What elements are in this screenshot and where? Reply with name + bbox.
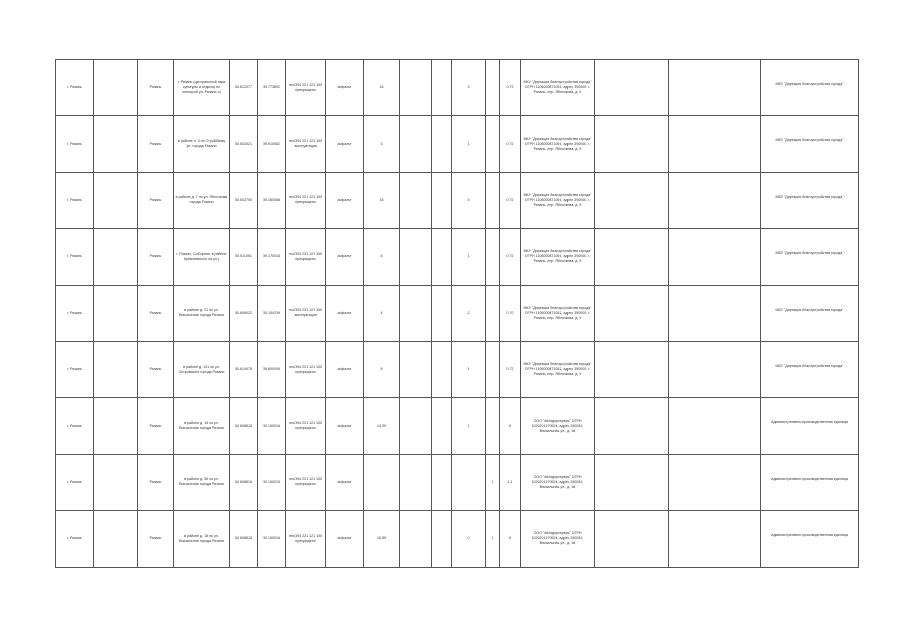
lon-cell: 39.150015	[258, 454, 286, 510]
operator-cell: ООО "Автодорсервис" ОГРН 1026201270624, адрес 390041, Вокзальная ул., д. 18	[521, 454, 595, 510]
count-cell	[432, 511, 452, 567]
owner-cell: Административно-производственная единица	[761, 398, 859, 454]
lon-cell: 39.150016	[258, 511, 286, 567]
cadastre-cell: гео/394 221 121 100 прекращено	[286, 172, 326, 228]
owner-cell: Административно-производственная единица	[761, 454, 859, 510]
cadastre-cell: гео/394 221 121 100 прекращено	[286, 511, 326, 567]
cadastre-cell: гео/394 221 121 100 прекращено	[286, 398, 326, 454]
lat-cell: 50.602700	[230, 172, 258, 228]
address-cell: в районе д. 15 по ул. Вокзальная города Рязани	[174, 398, 230, 454]
area-cell: 4	[364, 285, 400, 341]
lon-cell: 39.180066	[258, 172, 286, 228]
volume-cell: 0.72	[500, 341, 521, 397]
count-cell	[432, 172, 452, 228]
blank-cell	[669, 341, 761, 397]
blank-cell	[94, 341, 138, 397]
blank-cell	[669, 511, 761, 567]
count-cell	[432, 454, 452, 510]
surface-cell: асфальт	[326, 60, 364, 116]
surface-cell: асфальт	[326, 172, 364, 228]
extra-cell	[595, 60, 669, 116]
operator-cell: МКУ "Дирекция благоустройства города" ОГРН 1106000871051, адрес 390000, г. Рязань, пер. Яблочкова, д. 5	[521, 116, 595, 172]
extra-cell	[595, 398, 669, 454]
region-cell: Рязань	[138, 172, 174, 228]
table-row	[56, 285, 859, 341]
table-row	[56, 398, 859, 454]
surface-cell: асфальт	[326, 229, 364, 285]
count-cell: 0	[452, 511, 486, 567]
lat-cell: 50.608816	[230, 454, 258, 510]
volume-cell: 0.72	[500, 229, 521, 285]
count-cell: 3	[452, 60, 486, 116]
cadastre-cell: гео/394 221 121 100 эксплуатация	[286, 285, 326, 341]
lon-cell: 39.800009	[258, 341, 286, 397]
blank-cell	[94, 511, 138, 567]
operator-cell: МКУ "Дирекция благоустройства города" ОГРН 1106000871051, адрес 390000, г. Рязань, пер. Яблочкова, д. 5	[521, 341, 595, 397]
lon-cell: 39.170016	[258, 229, 286, 285]
region-cell: Рязань	[138, 60, 174, 116]
blank-cell	[669, 60, 761, 116]
count-cell	[486, 116, 500, 172]
city-cell: г. Рязань	[56, 116, 94, 172]
count-cell	[486, 398, 500, 454]
volume-cell: 0.70	[500, 285, 521, 341]
area-cell: 8	[364, 341, 400, 397]
area-cell: 16	[364, 172, 400, 228]
count-cell	[400, 229, 432, 285]
extra-cell	[595, 172, 669, 228]
count-cell	[400, 341, 432, 397]
lat-cell: 50.612077	[230, 60, 258, 116]
table-row	[56, 116, 859, 172]
address-cell: г. Рязань, Соборная, в районе Кремлевского на ул.)	[174, 229, 230, 285]
register-body	[56, 60, 859, 568]
blank-cell	[94, 172, 138, 228]
count-cell	[432, 341, 452, 397]
extra-cell	[595, 454, 669, 510]
blank-cell	[669, 116, 761, 172]
area-cell: 8	[364, 229, 400, 285]
count-cell: 2	[452, 285, 486, 341]
blank-cell	[94, 116, 138, 172]
city-cell: г. Рязань	[56, 60, 94, 116]
cadastre-cell: гео/394 221 121 100 прекращено	[286, 341, 326, 397]
address-cell: в районе д. 101 по ул. Островского города Рязани	[174, 341, 230, 397]
count-cell	[432, 60, 452, 116]
count-cell: 1	[486, 454, 500, 510]
count-cell: 1	[486, 511, 500, 567]
count-cell	[400, 454, 432, 510]
count-cell	[486, 60, 500, 116]
owner-cell: МБУ "Дирекция благоустройства города"	[761, 172, 859, 228]
owner-cell: МБУ "Дирекция благоустройства города"	[761, 285, 859, 341]
surface-cell: асфальт	[326, 511, 364, 567]
area-cell: 16.85	[364, 511, 400, 567]
count-cell	[400, 172, 432, 228]
blank-cell	[94, 229, 138, 285]
table-row	[56, 60, 859, 116]
blank-cell	[94, 398, 138, 454]
blank-cell	[669, 454, 761, 510]
operator-cell: ООО "Автодорсервис" ОГРН 1026201270624, адрес 390041, Вокзальная ул., д. 18	[521, 511, 595, 567]
owner-cell: МБУ "Дирекция благоустройства города"	[761, 341, 859, 397]
region-cell: Рязань	[138, 341, 174, 397]
count-cell	[432, 398, 452, 454]
cadastre-cell: гео/394 221 121 100 прекращено	[286, 454, 326, 510]
count-cell	[400, 398, 432, 454]
operator-cell: МКУ "Дирекция благоустройства города" ОГРН 1106000871051, адрес 390000, г. Рязань, пер. Яблочкова, д. 5	[521, 60, 595, 116]
city-cell: г. Рязань	[56, 454, 94, 510]
blank-cell	[669, 398, 761, 454]
blank-cell	[669, 172, 761, 228]
volume-cell: 0.72	[500, 116, 521, 172]
owner-cell: МБУ "Дирекция благоустройства города"	[761, 229, 859, 285]
city-cell: г. Рязань	[56, 398, 94, 454]
table-row	[56, 341, 859, 397]
lat-cell: 50.608818	[230, 398, 258, 454]
address-cell: в районе д. 18 по ул. Вокзальная города Рязани	[174, 511, 230, 567]
extra-cell	[595, 511, 669, 567]
count-cell	[432, 116, 452, 172]
count-cell: 5	[452, 172, 486, 228]
blank-cell	[94, 60, 138, 116]
lat-cell: 50.608022	[230, 285, 258, 341]
region-cell: Рязань	[138, 511, 174, 567]
operator-cell: МКУ "Дирекция благоустройства города" ОГРН 1106000871051, адрес 390000, г. Рязань, пер. Яблочкова, д. 5	[521, 229, 595, 285]
operator-cell: МКУ "Дирекция благоустройства города" ОГРН 1106000871051, адрес 390000, г. Рязань, пер. Яблочкова, д. 5	[521, 285, 595, 341]
blank-cell	[669, 285, 761, 341]
operator-cell: МКУ "Дирекция благоустройства города" ОГРН 1106000871051, адрес 390000, г. Рязань, пер. Яблочкова, д. 5	[521, 172, 595, 228]
address-cell: в районе д. 36 по ул. Вокзальная города Рязани	[174, 454, 230, 510]
count-cell: 1	[452, 229, 486, 285]
owner-cell: Административно-производственная единица	[761, 511, 859, 567]
region-cell: Рязань	[138, 116, 174, 172]
extra-cell	[595, 341, 669, 397]
address-cell: г. Рязань (центральный парк культуры и отдыха) по ненецкой ул. Рязань-о)	[174, 60, 230, 116]
count-cell	[452, 454, 486, 510]
count-cell	[486, 341, 500, 397]
address-cell: в районе д. 21 по ул. Вокзальная города Рязани	[174, 285, 230, 341]
lat-cell: 50.608818	[230, 511, 258, 567]
lon-cell: 39.773892	[258, 60, 286, 116]
table-row	[56, 229, 859, 285]
surface-cell: асфальт	[326, 116, 364, 172]
count-cell	[486, 229, 500, 285]
lat-cell: 50.614978	[230, 341, 258, 397]
city-cell: г. Рязань	[56, 172, 94, 228]
lat-cell: 50.603021	[230, 116, 258, 172]
blank-cell	[94, 285, 138, 341]
volume-cell: 8	[500, 398, 521, 454]
lon-cell: 39.150016	[258, 398, 286, 454]
count-cell	[486, 172, 500, 228]
extra-cell	[595, 116, 669, 172]
surface-cell: асфальт	[326, 398, 364, 454]
volume-cell: 0.72	[500, 172, 521, 228]
table-row	[56, 511, 859, 567]
operator-cell: ООО "Автодорсервис" ОГРН 1026201270624, адрес 390041, Вокзальная ул., д. 18	[521, 398, 595, 454]
count-cell	[400, 116, 432, 172]
area-cell: 16	[364, 60, 400, 116]
table-row	[56, 454, 859, 510]
city-cell: г. Рязань	[56, 341, 94, 397]
volume-cell: 0.72	[500, 60, 521, 116]
volume-cell: 1.1	[500, 454, 521, 510]
count-cell	[400, 511, 432, 567]
owner-cell: МБУ "Дирекция благоустройства города"	[761, 60, 859, 116]
region-cell: Рязань	[138, 229, 174, 285]
extra-cell	[595, 285, 669, 341]
area-cell	[364, 454, 400, 510]
blank-cell	[669, 229, 761, 285]
surface-cell: асфальт	[326, 454, 364, 510]
address-cell: в районе п. 3 по Стройбанку ул. города Рязани	[174, 116, 230, 172]
city-cell: г. Рязань	[56, 285, 94, 341]
count-cell: 1	[452, 398, 486, 454]
region-cell: Рязань	[138, 285, 174, 341]
extra-cell	[595, 229, 669, 285]
cadastre-cell: гео/394 221 121 100 эксплуатация	[286, 116, 326, 172]
count-cell	[400, 60, 432, 116]
cadastre-cell: гео/394 221 121 100 прекращено	[286, 229, 326, 285]
lon-cell: 39.910082	[258, 116, 286, 172]
city-cell: г. Рязань	[56, 511, 94, 567]
owner-cell: МБУ "Дирекция благоустройства города"	[761, 116, 859, 172]
region-cell: Рязань	[138, 454, 174, 510]
count-cell	[432, 285, 452, 341]
address-cell: в районе д. 7 по ул. Яблочкова города Рязани	[174, 172, 230, 228]
count-cell: 1	[452, 116, 486, 172]
volume-cell: 8	[500, 511, 521, 567]
count-cell: 1	[452, 341, 486, 397]
area-cell: 14.30	[364, 398, 400, 454]
count-cell	[432, 229, 452, 285]
blank-cell	[94, 454, 138, 510]
lon-cell: 39.154239	[258, 285, 286, 341]
count-cell	[400, 285, 432, 341]
surface-cell: асфальт	[326, 285, 364, 341]
city-cell: г. Рязань	[56, 229, 94, 285]
surface-cell: асфальт	[326, 341, 364, 397]
table-row	[56, 172, 859, 228]
area-cell: 3	[364, 116, 400, 172]
register-table	[55, 59, 859, 568]
cadastre-cell: гео/394 221 121 100 прекращено	[286, 60, 326, 116]
region-cell: Рязань	[138, 398, 174, 454]
lat-cell: 50.611051	[230, 229, 258, 285]
count-cell	[486, 285, 500, 341]
